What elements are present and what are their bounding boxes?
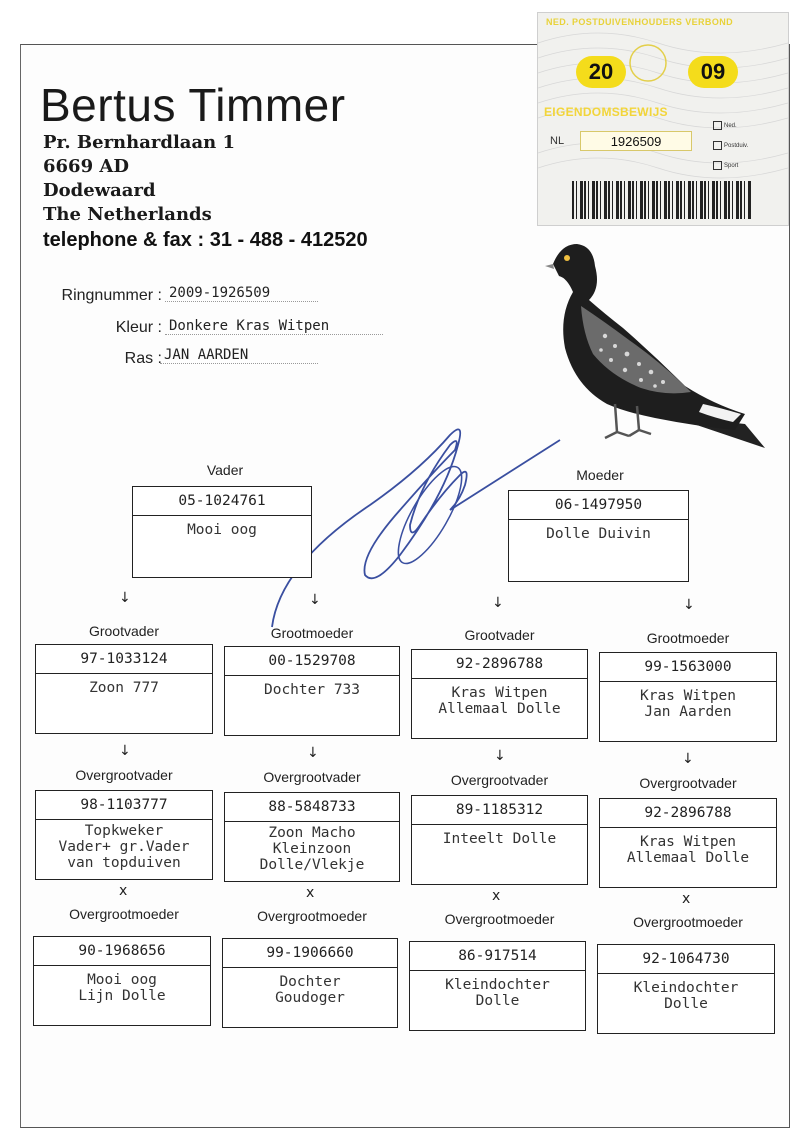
great-grandfather-label-1: Overgrootvader <box>75 767 173 783</box>
grandparent-name: Dochter 733 <box>263 682 361 698</box>
great-grandmother-name: Mooi oog Lijn Dolle <box>78 972 166 1004</box>
grandparent-box-1 <box>35 644 213 734</box>
grandparent-name: Kras Witpen Jan Aarden <box>639 688 737 720</box>
arrow-down: ↓ <box>683 597 695 613</box>
great-grandfather-name: Kras Witpen Allemaal Dolle <box>626 834 750 866</box>
grandparent-ring: 99-1563000 <box>600 653 776 682</box>
grandparent-label-2: Grootmoeder <box>270 625 354 641</box>
address-line-1: Pr. Bernhardlaan 1 <box>43 132 235 153</box>
father-box <box>132 486 312 578</box>
great-grandmother-ring: 86-917514 <box>410 942 585 971</box>
grandparent-ring: 97-1033124 <box>36 645 212 674</box>
sticker-number: 1926509 <box>580 131 692 151</box>
address-line-4: The Netherlands <box>43 204 212 225</box>
great-grandmother-name: Kleindochter Dolle <box>445 977 550 1009</box>
sticker-barcode <box>572 181 752 219</box>
cross-mark: x <box>492 888 501 904</box>
great-grandfather-box-3 <box>411 795 588 885</box>
great-grandfather-name: Zoon Macho Kleinzoon Dolle/Vlekje <box>259 825 365 873</box>
grandparent-name: Zoon 777 <box>89 680 159 696</box>
great-grandmother-ring: 92-1064730 <box>598 945 774 974</box>
great-grandfather-ring: 98-1103777 <box>36 791 212 820</box>
father-label: Vader <box>206 462 244 478</box>
address-line-2: 6669 AD <box>43 156 129 177</box>
sticker-band: EIGENDOMSBEWIJS <box>544 105 668 119</box>
great-grandmother-box-2 <box>222 938 398 1028</box>
great-grandfather-label-3: Overgrootvader <box>450 772 549 788</box>
father-name: Mooi oog <box>187 522 257 538</box>
sticker-country: NL <box>550 135 565 147</box>
great-grandfather-box-1 <box>35 790 213 880</box>
ownership-sticker <box>537 12 789 226</box>
sticker-year-right: 09 <box>688 56 738 88</box>
great-grandfather-name: Topkweker Vader+ gr.Vader van topduiven <box>58 823 190 871</box>
great-grandmother-name: Kleindochter Dolle <box>633 980 739 1012</box>
grandparent-box-4 <box>599 652 777 742</box>
arrow-down: ↓ <box>309 592 321 608</box>
grandparent-ring: 92-2896788 <box>412 650 587 679</box>
great-grandmother-label-3: Overgrootmoeder <box>444 911 555 927</box>
great-grandfather-box-2 <box>224 792 400 882</box>
arrow-down: ↓ <box>494 748 506 764</box>
grandparent-name: Kras Witpen Allemaal Dolle <box>438 685 561 717</box>
great-grandfather-ring: 88-5848733 <box>225 793 399 822</box>
grandparent-ring: 00-1529708 <box>225 647 399 676</box>
mother-label: Moeder <box>576 467 624 483</box>
great-grandmother-ring: 99-1906660 <box>223 939 397 968</box>
great-grandfather-label-4: Overgrootvader <box>639 775 737 791</box>
great-grandmother-label-2: Overgrootmoeder <box>257 908 367 924</box>
great-grandfather-ring: 89-1185312 <box>412 796 587 825</box>
mother-box <box>508 490 689 582</box>
grandparent-box-2 <box>224 646 400 736</box>
grandparent-box-3 <box>411 649 588 739</box>
grandparent-label-4: Grootmoeder <box>646 630 730 646</box>
cross-mark: x <box>306 885 315 901</box>
sticker-option-3: Sport <box>713 161 738 170</box>
great-grandfather-box-4 <box>599 798 777 888</box>
cross-mark: x <box>682 891 691 907</box>
great-grandmother-box-3 <box>409 941 586 1031</box>
arrow-down: ↓ <box>492 595 504 611</box>
arrow-down: ↓ <box>307 745 319 761</box>
ring-label: Ringnummer : <box>61 287 162 304</box>
great-grandfather-label-2: Overgrootvader <box>263 769 361 785</box>
breed-label: Ras : <box>124 350 162 367</box>
sticker-year-left: 20 <box>576 56 626 88</box>
grandparent-label-1: Grootvader <box>88 623 160 639</box>
great-grandmother-box-1 <box>33 936 211 1026</box>
great-grandmother-box-4 <box>597 944 775 1034</box>
mother-name: Dolle Duivin <box>546 526 651 542</box>
sticker-option-2: Postduiv. <box>713 141 748 150</box>
breeder-name: Bertus Timmer <box>40 79 346 131</box>
ring-value: 2009-1926509 <box>165 285 318 302</box>
great-grandfather-ring: 92-2896788 <box>600 799 776 828</box>
arrow-down: ↓ <box>682 751 694 767</box>
sticker-option-1: Ned. <box>713 121 737 130</box>
mother-ring: 06-1497950 <box>509 491 688 520</box>
breed-value: JAN AARDEN <box>160 347 318 364</box>
father-ring: 05-1024761 <box>133 487 311 516</box>
great-grandfather-name: Inteelt Dolle <box>442 831 557 847</box>
great-grandmother-name: Dochter Goudoger <box>275 974 345 1006</box>
great-grandmother-label-4: Overgrootmoeder <box>633 914 743 930</box>
sticker-header: NED. POSTDUIVENHOUDERS VERBOND <box>546 17 734 27</box>
grandparent-label-3: Grootvader <box>464 627 535 643</box>
address-line-3: Dodewaard <box>43 180 156 201</box>
cross-mark: x <box>119 883 128 899</box>
color-value: Donkere Kras Witpen <box>165 318 383 335</box>
color-label: Kleur : <box>115 319 162 336</box>
arrow-down: ↓ <box>119 743 131 759</box>
great-grandmother-label-1: Overgrootmoeder <box>69 906 179 922</box>
telephone: telephone & fax : 31 - 488 - 412520 <box>43 229 368 251</box>
arrow-down: ↓ <box>119 590 131 606</box>
great-grandmother-ring: 90-1968656 <box>34 937 210 966</box>
